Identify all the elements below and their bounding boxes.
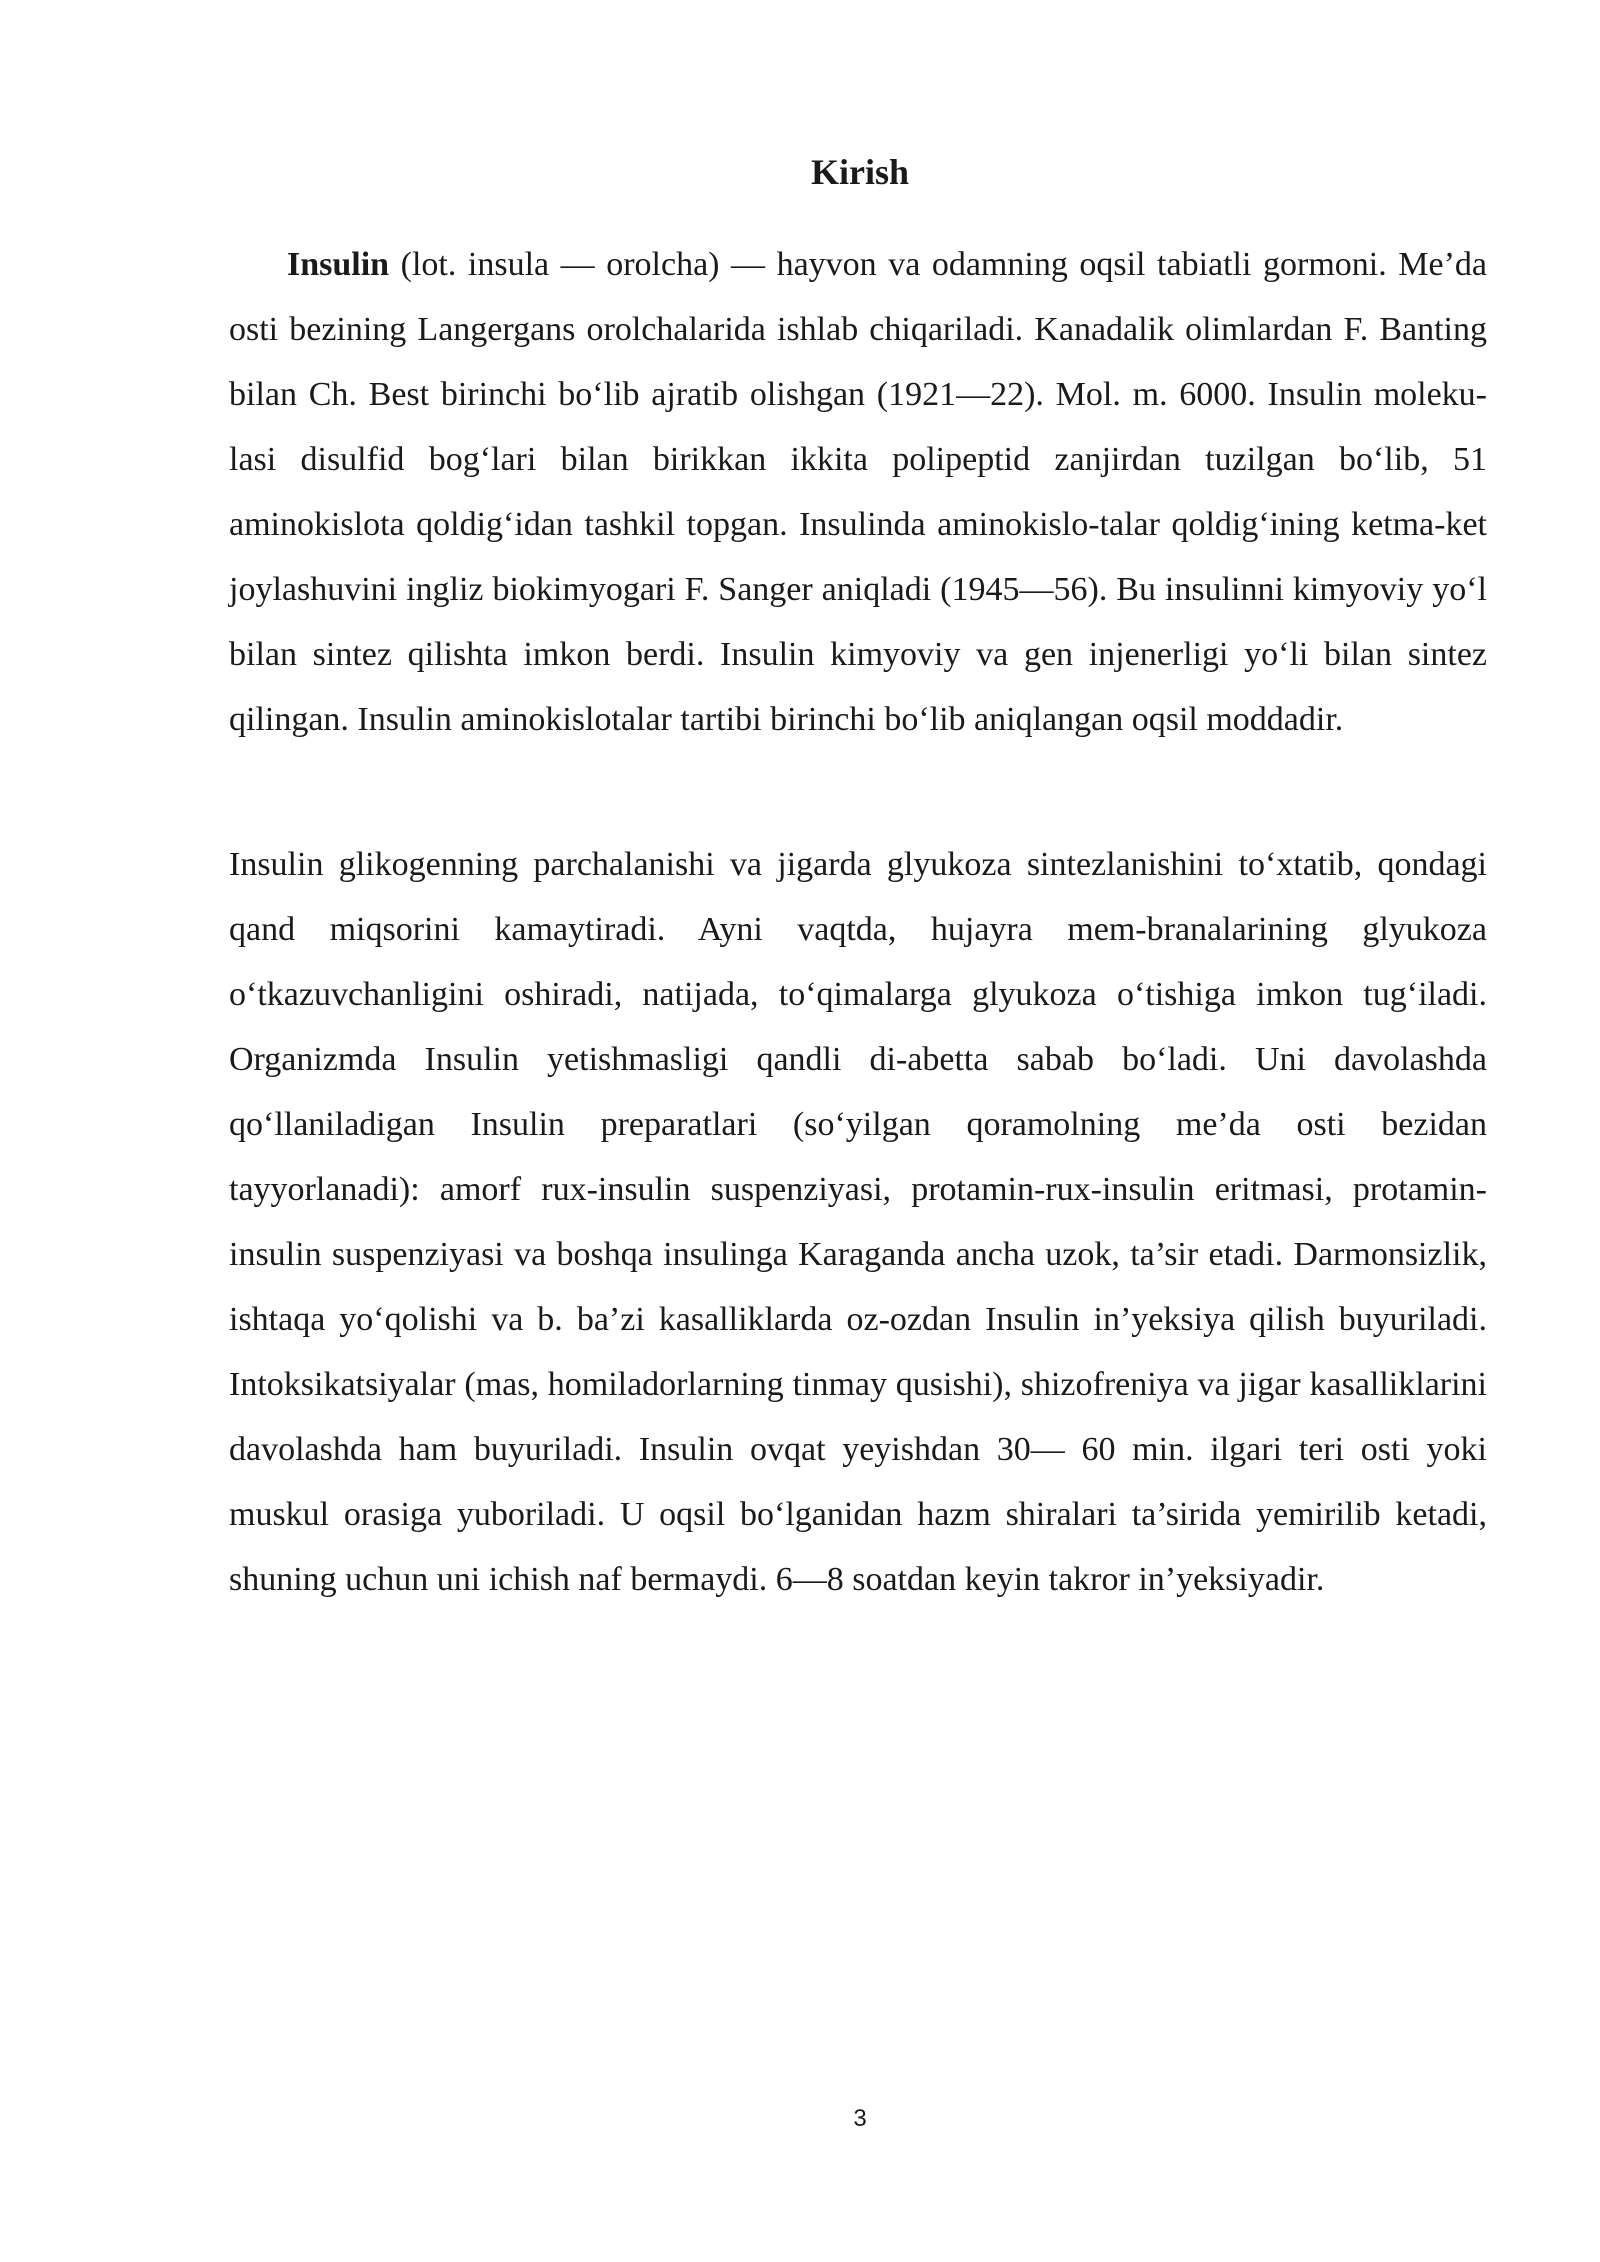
paragraph-intro-text: (lot. insula — orolcha) — hayvon va odamning oqsil tabiatli gormoni. Me’da osti bezining Langergans orolchalarida ishlab chiqariladi. Kanadalik olimlardan F. Banting bilan Ch. Best birinchi bo‘lib ajratib olishgan (1921—22). Mol. m. 6000. Insulin moleku-lasi disulfid bog‘lari bilan birikkan ikkita polipeptid zanjirdan tuzilgan bo‘lib, 51 aminokislota qoldig‘idan tashkil topgan. Insulinda aminokislo-talar qoldig‘ining ketma-ket joylashuvini ingliz biokimyogari F. Sanger aniqladi (1945—56). Bu insulinni kimyoviy yo‘l bilan sintez qilishta imkon berdi. Insulin kimyoviy va gen injenerligi yo‘li bilan sintez qilingan. Insulin aminokislotalar tartibi birinchi bo‘lib aniqlangan oqsil moddadir.: [229, 246, 1487, 738]
paragraph-lead-term: Insulin: [287, 246, 390, 283]
paragraph-intro: [229, 232, 1487, 752]
paragraph-function: Insulin glikogenning parchalanishi va jigarda glyukoza sintezlanishini to‘xtatib, qondagi qand miqsorini kamaytiradi. Ayni vaqtda, hujayra mem-branalarining glyukoza o‘tkazuvchanligini oshiradi, natijada, to‘qimalarga glyukoza o‘tishiga imkon tug‘iladi. Organizmda Insulin yetishmasligi qandli di-abetta sabab bo‘ladi. Uni davolashda qo‘llaniladigan Insulin preparatlari (so‘yilgan qoramolning me’da osti bezidan tayyorlanadi): amorf rux-insulin suspenziyasi, protamin-rux-insulin eritmasi, protamin-insulin suspenziyasi va boshqa insulinga Karaganda ancha uzok, ta’sir etadi. Darmonsizlik, ishtaqa yo‘qolishi va b. ba’zi kasalliklarda oz-ozdan Insulin in’yeksiya qilish buyuriladi. Intoksikatsiyalar (mas, homiladorlarning tinmay qusishi), shizofreniya va jigar kasalliklarini davolashda ham buyuriladi. Insulin ovqat yeyishdan 30— 60 min. ilgari teri osti yoki muskul orasiga yuboriladi. U oqsil bo‘lganidan hazm shiralari ta’sirida yemirilib ketadi, shuning uchun uni ichish naf bermaydi. 6—8 soatdan keyin takror in’yeksiyadir.: [229, 846, 1487, 1598]
page-number: 3: [853, 2105, 867, 2132]
page-title: Kirish: [810, 152, 909, 192]
